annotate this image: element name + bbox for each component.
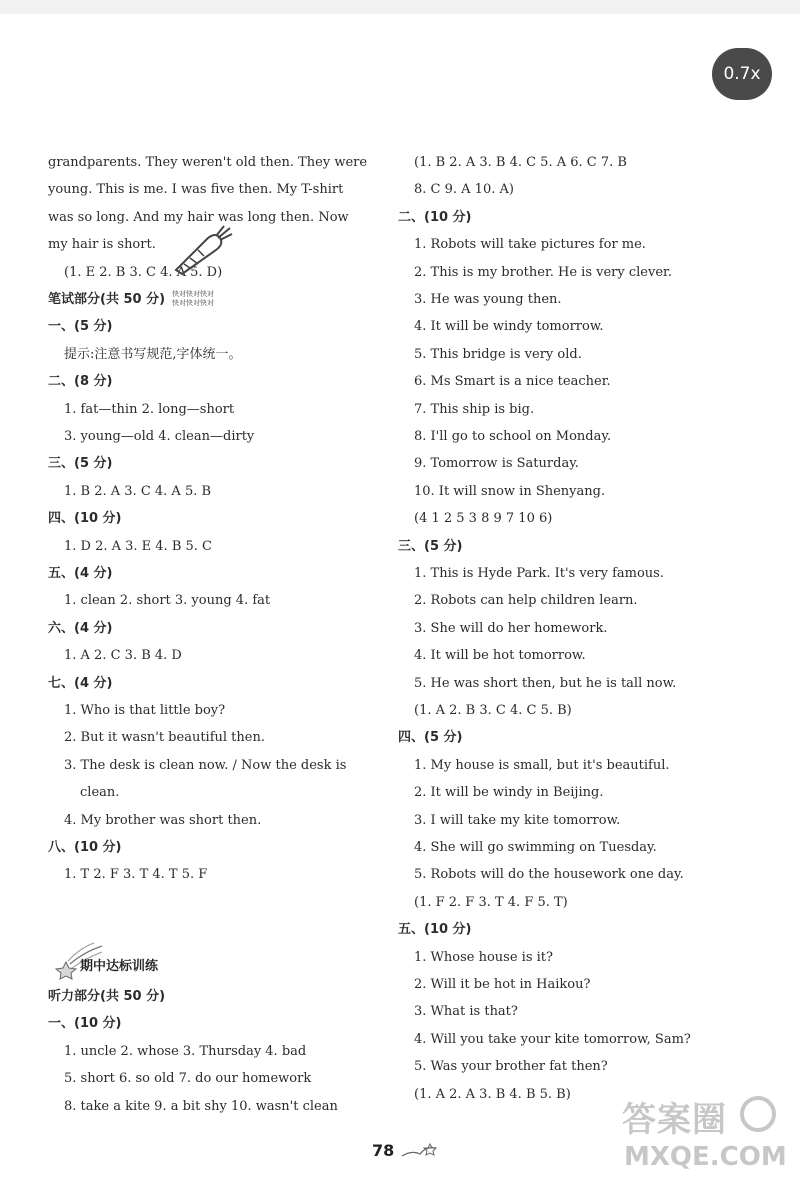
answer-line: 1. Whose house is it? — [414, 949, 553, 965]
answer-line: (1. A 2. A 3. B 4. B 5. B) — [414, 1086, 571, 1102]
section-heading: 七、(4 分) — [48, 675, 113, 691]
answer-line: 5. This bridge is very old. — [414, 346, 582, 362]
answer-line: clean. — [80, 785, 120, 801]
answer-line: my hair is short. — [48, 237, 156, 253]
section-heading: 一、(10 分) — [48, 1016, 122, 1032]
answer-line: 4. She will go swimming on Tuesday. — [414, 840, 657, 855]
section-heading: 六、(4 分) — [48, 620, 113, 636]
answer-line: 2. Will it be hot in Haikou? — [414, 977, 591, 992]
section-heading: 八、(10 分) — [48, 840, 122, 855]
answer-line: 1. T 2. F 3. T 4. T 5. F — [64, 867, 208, 883]
answer-line: 3. The desk is clean now. / Now the desk is — [64, 757, 347, 773]
section-heading: 三、(5 分) — [48, 456, 113, 472]
section-heading: 一、(5 分) — [48, 319, 113, 335]
answer-line: 3. He was young then. — [414, 292, 562, 307]
answer-line: 3. young—old 4. clean—dirty — [64, 429, 255, 444]
answer-line: 3. I will take my kite tomorrow. — [414, 812, 621, 828]
carrot-watermark-icon — [168, 224, 234, 276]
section-heading: 二、(10 分) — [398, 209, 472, 225]
answer-line: 5. Robots will do the housework one day. — [414, 867, 684, 883]
answer-line: 1. This is Hyde Park. It's very famous. — [414, 566, 664, 581]
answer-line: 6. Ms Smart is a nice teacher. — [414, 374, 611, 390]
answer-line: (4 1 2 5 3 8 9 7 10 6) — [414, 511, 553, 527]
answer-line: (1. F 2. F 3. T 4. F 5. T) — [414, 894, 568, 910]
answer-line: 7. This ship is big. — [414, 401, 535, 417]
answer-line: 5. He was short then, but he is tall now. — [414, 675, 677, 691]
answer-line: 4. Will you take your kite tomorrow, Sam? — [414, 1031, 691, 1047]
section-heading: 五、(10 分) — [398, 922, 472, 938]
section-heading: 五、(4 分) — [48, 566, 113, 581]
answer-line: 1. Who is that little boy? — [64, 703, 226, 718]
section-heading: 四、(10 分) — [48, 511, 122, 527]
watermark-ring-icon — [740, 1096, 776, 1132]
answer-line: 4. It will be windy tomorrow. — [414, 319, 604, 335]
section-heading: 四、(5 分) — [398, 730, 463, 746]
answer-line: 1. D 2. A 3. E 4. B 5. C — [64, 538, 213, 554]
answer-line: 4. My brother was short then. — [64, 812, 262, 828]
answer-line: 3. She will do her homework. — [414, 620, 608, 636]
answer-line: 1. Robots will take pictures for me. — [414, 237, 646, 253]
section-heading: 笔试部分(共 50 分) — [48, 292, 166, 307]
answer-line: 8. I'll go to school on Monday. — [414, 429, 612, 444]
answer-line: (1. B 2. A 3. B 4. C 5. A 6. C 7. B — [414, 155, 627, 170]
answer-line: 1. fat—thin 2. long—short — [64, 401, 235, 417]
viewer-top-bar — [0, 0, 800, 14]
answer-line: 5. Was your brother fat then? — [414, 1059, 608, 1075]
answer-line: 4. It will be hot tomorrow. — [414, 648, 586, 664]
section-heading: 二、(8 分) — [48, 374, 113, 390]
answer-line: 9. Tomorrow is Saturday. — [414, 456, 579, 472]
answer-line: 2. This is my brother. He is very clever. — [414, 264, 672, 280]
answer-line: 1. uncle 2. whose 3. Thursday 4. bad — [64, 1043, 307, 1059]
answer-line: 1. A 2. C 3. B 4. D — [64, 648, 182, 664]
answer-line: (1. E 2. B 3. C 4. A 5. D) — [64, 264, 223, 280]
answer-line: 10. It will snow in Shenyang. — [414, 483, 606, 499]
watermark-site-url: MXQE.COM — [624, 1142, 787, 1172]
answer-line: 2. But it wasn't beautiful then. — [64, 730, 265, 746]
zoom-level-badge[interactable]: 0.7x — [712, 48, 772, 100]
answer-line: young. This is me. I was five then. My T-shirt — [48, 182, 344, 198]
site-watermark — [612, 1090, 798, 1178]
answer-line: 5. short 6. so old 7. do our homework — [64, 1071, 312, 1087]
page-number-ornament-icon — [400, 1140, 440, 1162]
answer-line: was so long. And my hair was long then. Now — [48, 209, 349, 225]
section-heading: 三、(5 分) — [398, 538, 463, 554]
answer-line: grandparents. They weren't old then. They were — [48, 155, 368, 170]
answer-line: 2. Robots can help children learn. — [414, 593, 638, 609]
answer-line: 8. C 9. A 10. A) — [414, 182, 514, 198]
midterm-banner — [48, 942, 248, 982]
answer-line: 提示:注意书写规范,字体统一。 — [64, 346, 242, 362]
answer-line: 1. B 2. A 3. C 4. A 5. B — [64, 483, 212, 499]
section-heading: 听力部分(共 50 分) — [48, 989, 166, 1004]
answer-line: 2. It will be windy in Beijing. — [414, 785, 604, 801]
answer-line: 1. My house is small, but it's beautiful. — [414, 757, 670, 773]
answer-line: 8. take a kite 9. a bit shy 10. wasn't clean — [64, 1098, 338, 1114]
page-number: 78 — [372, 1141, 395, 1160]
watermark-site-name: 答案圈 — [622, 1100, 727, 1140]
answer-line: 1. clean 2. short 3. young 4. fat — [64, 593, 271, 609]
answer-line: 3. What is that? — [414, 1004, 518, 1020]
midterm-title: 期中达标训练 — [80, 959, 159, 974]
carrot-watermark-text: 快对快对快对 快对快对快对 — [172, 290, 214, 307]
answer-line: (1. A 2. B 3. C 4. C 5. B) — [414, 703, 572, 718]
